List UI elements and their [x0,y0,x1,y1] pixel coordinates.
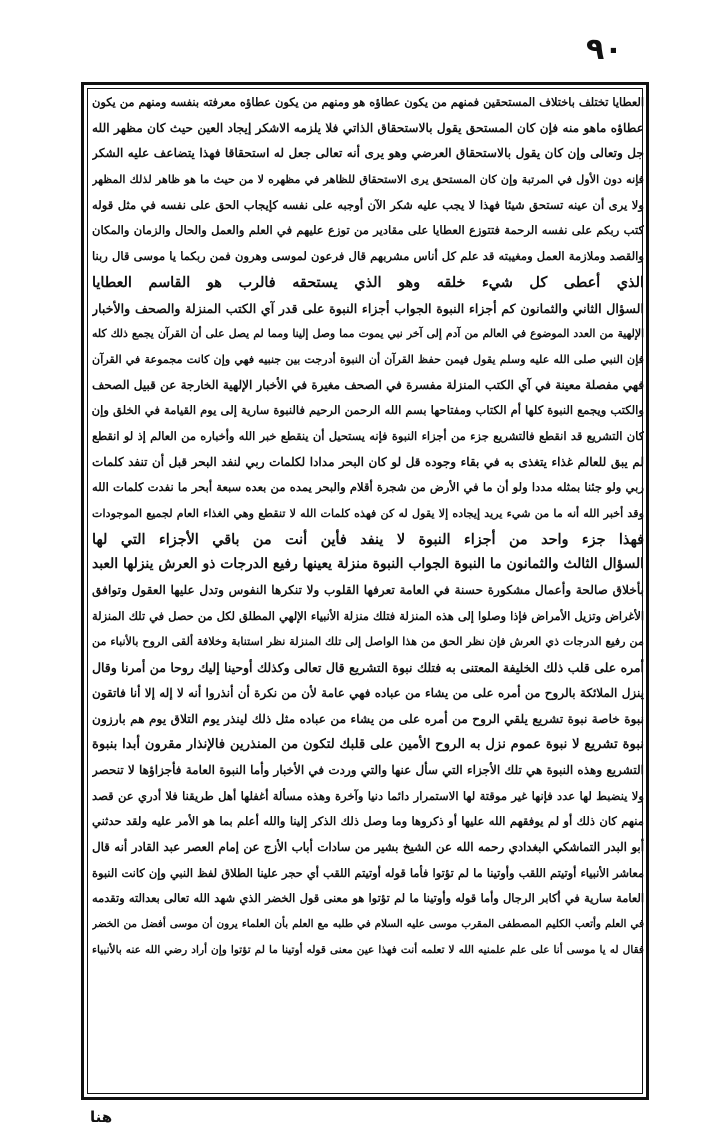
text-line: ولا ينضبط لها عدد فإنها غير موقتة لها الاستمرار دائما دنيا وآخرة وهذه مسألة أغفلها أهل طريقنا فلا أدري عن قصد [92,788,644,803]
main-text [92,90,644,1095]
text-line: والكتب ويجمع النبوة كلها أم الكتاب ومفتاحها بسم الله الرحمن الرحيم فالنبوة سارية إلى يوم القيامة في الخلق وإن [92,403,644,418]
text-line: التشريع وهذه النبوة هي تلك الأجزاء التي سأل عنها والتي وردت في الأخبار وأما النبوة العامة فأجزاؤها لا تنحصر [92,762,644,777]
text-line: وقد أخبر الله أنه ما من شيء يريد إيجاده إلا يقول له كن فهذه كلمات الله لا تنقطع وهي الغذاء العام لجميع الموجودات [92,506,644,520]
text-line: فقال له يا موسى أنا على علم علمنيه الله لا تعلمه أنت فهذا عين معنى قوله أوتينا ما لم تؤتوا وإن أراد رضي الله عنه بالأنبياء [92,943,644,956]
text-line: نبوة تشريع لا نبوة عموم نزل به الروح الأمين على قلبك لتكون من المنذرين فالإنذار مقرون أبدا بنبوة [92,737,644,753]
text-line: بأخلاق صالحة وأعمال مشكورة حسنة في العامة تعرفها القلوب ولا تنكرها النفوس وتدل عليها العقول وتوافق [92,583,644,598]
catchword: هنا [90,1108,113,1126]
text-line: والقصد وملازمة العمل ومغيبته قد علم كل أناس مشربهم قال فرعون لموسى وهرون فمن ربكما يا موسى قال ربنا [92,249,644,264]
text-line: أبو البدر التماشكي البغدادي رحمه الله عن الشيخ بشير من سادات أباب الأزج عن إمام العصر عبد القادر أنه قال [92,839,644,854]
text-line: الإلهية من العدد الموضوع في العالم من آدم إلى آخر نبي يموت مما وصل إلينا ومما لم يصل على أن القرآن يجمع ذلك كله [92,327,644,341]
text-line: لم يبق للعالم غذاء يتغذى به في بقاء وجوده قل لو كان البحر مدادا لكلمات ربي لنفد البحر قبل أن تنفد كلمات [92,454,644,469]
text-line: العطايا تختلف باختلاف المستحقين فمنهم من يكون عطاؤه هو ومنهم من يكون عطاؤه معرفته بنفسه ومنهم من يكون [92,95,644,109]
text-line: فإنه دون الأول في المرتبة وإن كان المستحق يرى الاستحقاق للظاهر في مظهره لا من حيث ما هو ظاهر لذلك المظهر [92,172,644,187]
text-line: كتب ربكم على نفسه الرحمة فتتوزع العطايا على مقادير من توزع عليهم في العلم والعمل والحال والزمان والمكان [92,223,644,238]
text-line: العامة سارية في أكابر الرجال وأما قوله وأوتينا ما لم تؤتوا هو معنى قول الخضر الذي شهد الله تعالى بعدالته وتقدمه [92,891,644,906]
text-line: معاشر الأنبياء أوتيتم اللقب وأوتينا ما لم تؤتوا فأما قوله أوتيتم اللقب أي حجر علينا الطلاق لفظ النبي وإن كانت النبوة [92,865,644,880]
text-line: نبوة خاصة نبوة تشريع يلقي الروح من أمره على من يشاء من عباده مثل ذلك لينذر يوم التلاق يوم هم بارزون [92,711,644,726]
text-line: السؤال الثاني والثمانون كم أجزاء النبوة الجواب أجزاء النبوة على قدر آي الكتب المنزلة والصحف والأخبار [92,300,644,316]
text-line: ولا يرى أن عينه تستحق شيئا فهذا لا يجب عليه شكر الآن أوجبه على نفسه كإيجاب الحق على نفسه في مثل قوله [92,197,644,212]
text-line: فإن النبي صلى الله عليه وسلم يقول فيمن حفظ القرآن أن النبوة أدرجت بين جنبيه فهي وإن كانت مجموعة في القرآن [92,351,644,366]
text-line: منهم كان ذلك أو لم يوفقهم الله عليها أو ذكروها وما وصل ذلك الذكر إلينا والله أعلم بما هو الأمر عليه ولقد حدثني [92,814,644,829]
text-line: فهذا جزء واحد من أجزاء النبوة لا ينفد فأين أنت من باقي الأجزاء التي لها [92,530,644,548]
text-line: من رفيع الدرجات ذي العرش فإن نظر الحق من هذا الواصل إلى تلك المنزلة نظر استنابة وخلافة ألقى الروح بالأنباء من [92,634,644,649]
text-line: جل وتعالى وإن كان يقول بالاستحقاق العرضي وهو يرى أنه تعالى جعل له استحقاقا فهذا يتضاعف عليه الشكر [92,146,644,161]
text-line: عطاؤه ماهو منه فإن كان المستحق يقول بالاستحقاق الذاتي فلا يلزمه الاشكر إيجاد العين حيث كان مظهر الله [92,120,644,135]
text-line: الذي أعطى كل شيء خلقه وهو الذي يستحقه فالرب هو القاسم العطايا [92,273,644,291]
text-line: أمره على قلب ذلك الخليفة المعتنى به فتلك نبوة التشريع قال تعالى وكذلك أوحينا إليك روحا من أمرنا وقال [92,660,644,676]
text-line: الأغراض وتزيل الأمراض فإذا وصلوا إلى هذه المنزلة فتلك منزلة الأنبياء الإلهي المطلق لكل من حصل في تلك المنزلة [92,608,644,623]
text-line: في العلم وأتعب الكليم المصطفى المقرب موسى عليه السلام في طلبه مع العلم بأن العلماء يرون أن موسى أفضل من الخضر [92,918,644,930]
text-line: كان التشريع قد انقطع فالتشريع جزء من أجزاء النبوة فإنه يستحيل أن ينقطع خبر الله وأخباره من العالم إذ لو انقطع [92,428,644,443]
text-line: السؤال الثالث والثمانون ما النبوة الجواب النبوة منزلة يعينها رفيع الدرجات ذو العرش ينزلها العبد [92,556,644,573]
text-line: فهي مفصلة معينة في آي الكتب المنزلة مفسرة في الصحف مغيرة في الأخبار الإلهية الخارجة عن قبيل الصحف [92,377,644,392]
page-number: ٩٠ [586,32,623,67]
text-line: ربي ولو جئنا بمثله مددا ولو أن ما في الأرض من شجرة أقلام والبحر يمده من بعده سبعة أبحر ما نفدت كلمات الله [92,480,644,495]
text-line: ينزل الملائكة بالروح من أمره على من يشاء من عباده فهي عامة لأن من نكرة أن أنذروا أنه لا إله إلا أنا فاتقون [92,685,644,700]
